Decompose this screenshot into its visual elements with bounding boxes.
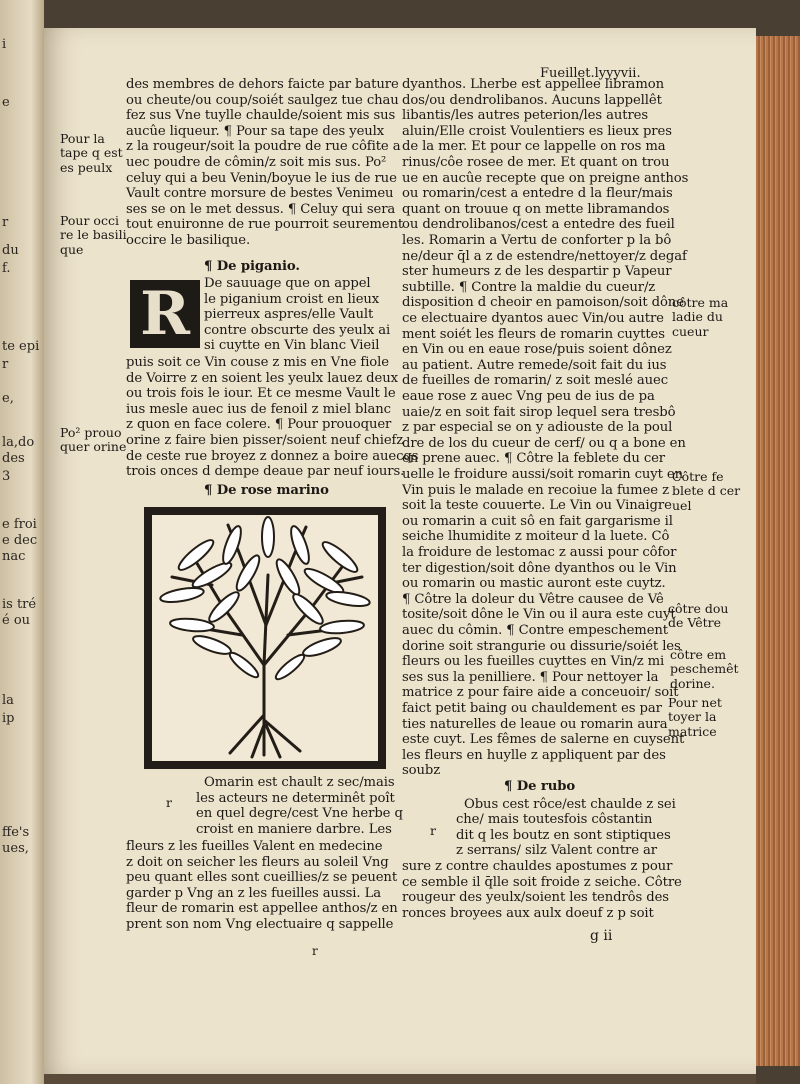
catchword: r xyxy=(312,944,318,958)
text-line: De sauuage que on appel xyxy=(204,276,371,291)
text-line: les acteurs ne determinêt poît xyxy=(196,790,395,806)
facing-page-fragment: e, xyxy=(2,391,14,406)
facing-page-fragment: des xyxy=(2,451,25,466)
facing-page-fragment: te epi xyxy=(2,339,40,354)
text-line: ses sus la penilliere. ¶ Pour nettoyer la xyxy=(402,669,659,685)
text-line: des membres de dehors faicte par bature xyxy=(126,77,399,92)
text-line: le piganium croist en lieux xyxy=(204,291,380,307)
text-line: z quon en face colere. ¶ Pour prouoquer xyxy=(126,417,392,433)
margin-note-coeur: côtre ma ladie du cueur xyxy=(672,295,729,339)
text-line: dos/ou dendrolibanos. Aucuns lappellêt xyxy=(402,92,662,108)
facing-page-fragment: nac xyxy=(2,549,26,564)
text-line: puis soit ce Vin couse z mis en Vne fiole xyxy=(126,355,389,370)
text-line: matrice z pour faire aide a conceuoir/ soit xyxy=(402,685,679,701)
margin-note-urine: Po² prouo quer orine xyxy=(60,425,127,455)
facing-page-fragment: f. xyxy=(2,261,11,276)
facing-page-fragment: 3 xyxy=(2,469,11,484)
text-line: ue en aucûe recepte que on preigne anthos xyxy=(402,170,689,186)
drop-cap-initial xyxy=(130,280,200,348)
text-line: rinus/côe rosee de mer. Et quant on trou xyxy=(402,155,670,170)
text-line: ment soiét les fleurs de romarin cuyttes xyxy=(402,326,665,342)
text-line: uec poudre de cômin/z soit mis sus. Po² xyxy=(126,155,387,170)
facing-page-fragment: la,do xyxy=(2,435,35,450)
text-line: prent son nom Vng electuaire q sappelle xyxy=(126,917,394,932)
text-line: seiche lhumidite z moiteur d la luete. Cô xyxy=(402,529,670,545)
text-line: Omarin est chault z sec/mais xyxy=(204,775,395,790)
text-line: peu quant elles sont cueillies/z se peuent xyxy=(126,870,398,886)
text-line: fleurs z les fueilles Valent en medecine xyxy=(126,839,383,854)
facing-page-fragment: i xyxy=(2,37,7,52)
text-line: de la mer. Et pour ce lappelle on ros ma xyxy=(402,139,666,155)
text-line: dyanthos. Lherbe est appellee libramon xyxy=(402,77,664,92)
text-line: de ceste rue broyez z donnez a boire auecqs xyxy=(126,448,419,464)
drop-cap-letter: R xyxy=(140,279,190,349)
text-line: orine z faire bien pisser/soient neuf chiefz xyxy=(126,433,404,448)
text-line: z doit on seicher les fleurs au soleil Vng xyxy=(126,854,389,870)
text-line: trois onces d dempe deaue par neuf iours. xyxy=(126,464,405,480)
facing-page-fragment: r xyxy=(2,357,9,372)
text-line: ou romarin a cuit sô en fait gargarisme il xyxy=(402,513,673,529)
text-line: contre obscurte des yeulx ai xyxy=(204,322,391,338)
facing-page-fragment: e dec xyxy=(2,533,38,548)
text-line: Obus cest rôce/est chaulde z sei xyxy=(464,796,676,812)
text-line: tosite/soit dône le Vin ou il aura este cuyt xyxy=(402,607,676,623)
text-line: ne/deur q̄l a z de estendre/nettoyer/z degaf xyxy=(402,248,687,264)
text-line: en Vin ou en eaue rose/puis soient dônez xyxy=(402,342,672,358)
facing-page-fragment: ffe's xyxy=(2,825,30,840)
text-line: ter digestion/soit dône dyanthos ou le Vin xyxy=(402,560,677,576)
text-line: uelle le froidure aussi/soit romarin cuyt en xyxy=(402,467,684,482)
text-line: ¶ Côtre la doleur du Vêtre causee de Vê xyxy=(402,591,664,607)
text-line: aluin/Elle croist Voulentiers es lieux pres xyxy=(402,123,672,139)
text-line: ou romarin ou mastic auront este cuytz. xyxy=(402,576,666,592)
text-line: ses se on le met dessus. ¶ Celuy qui sera xyxy=(126,201,396,217)
text-line: libantis/les autres peterion/les autres xyxy=(402,108,649,124)
margin-note-matrice: Pour net toyer la matrice xyxy=(668,695,722,739)
signature-mark: g ii xyxy=(590,928,613,944)
text-line: eaue rose z auec Vng peu de ius de pa xyxy=(402,389,655,404)
text-line: Vin puis le malade en recoiue la fumee z xyxy=(402,482,669,498)
text-line: si cuytte en Vin blanc Vieil xyxy=(204,338,380,354)
facing-page-fragment: r xyxy=(2,215,9,230)
text-line: fez sus Vne tuylle chaulde/soient mis sus xyxy=(126,108,396,124)
margin-note-ventre: côtre dou de Vêtre xyxy=(668,601,729,631)
text-line: la froidure de lestomac z aussi pour côfor xyxy=(402,545,677,560)
tree-icon xyxy=(152,515,378,761)
facing-page-fragment: e xyxy=(2,95,10,110)
text-line: ou dendrolibanos/cest a entedre des fueil xyxy=(402,217,675,233)
text-line: dit q les boutz en sont stiptiques xyxy=(456,827,671,843)
margin-note-urine2: côtre em peschemêt dorine. xyxy=(670,647,739,691)
text-line: ou cheute/ou coup/soiét saulgez tue chau xyxy=(126,92,399,108)
text-line: pierreux aspres/elle Vault xyxy=(204,307,374,323)
text-line: uaie/z en soit fait sirop lequel sera tresbô xyxy=(402,404,676,420)
text-line: ce semble il q̄lle soit froide z seiche. Côtre xyxy=(402,874,682,890)
text-line: en prene auec. ¶ Côtre la feblete du cer xyxy=(402,451,666,467)
text-line: disposition d cheoir en pamoison/soit dône xyxy=(402,295,684,311)
text-line: faict petit baing ou chauldement es par xyxy=(402,701,662,716)
text-line: che/ mais toutesfois côstantin xyxy=(456,812,653,828)
text-line: auec du cômin. ¶ Contre empeschement xyxy=(402,623,669,638)
text-line: Vault contre morsure de bestes Venimeu xyxy=(126,186,394,202)
facing-page-fragment: ip xyxy=(2,711,15,726)
facing-page-edge xyxy=(0,0,44,1084)
facing-page-fragment: du xyxy=(2,243,19,258)
facing-page-fragment: e froi xyxy=(2,517,37,532)
text-line: z serrans/ silz Valent contre ar xyxy=(456,843,657,859)
text-line: ou trois fois le iour. Et ce mesme Vault le xyxy=(126,386,396,402)
text-line: ou romarin/cest a entedre d la fleur/mais xyxy=(402,186,673,202)
text-line: de Voirre z en soient les yeulx lauez deux xyxy=(126,370,398,386)
folio-header: Fueillet.lyyyvii. xyxy=(540,66,641,81)
text-line: les. Romarin a Vertu de conforter p la bô xyxy=(402,233,672,248)
text-line: les fleurs en huylle z appliquent par des xyxy=(402,747,666,763)
text-line: soubz xyxy=(402,763,441,779)
text-line: z la rougeur/soit la poudre de rue côfite a xyxy=(126,139,401,155)
page-edges xyxy=(756,36,800,1066)
text-line: au patient. Autre remede/soit fait du ius xyxy=(402,357,667,373)
margin-note-r2: r xyxy=(430,823,436,838)
text-line: de fueilles de romarin/ z soit meslé auec xyxy=(402,373,669,389)
text-line: ronces broyees aux aulx doeuf z p soit xyxy=(402,905,654,921)
margin-note-basilic: Pour occi re le basili que xyxy=(60,213,127,257)
facing-page-fragment: é ou xyxy=(2,613,31,628)
section-heading-romarin: ¶ De rose marino xyxy=(204,483,329,498)
text-line: sure z contre chauldes apostumes z pour xyxy=(402,859,673,874)
text-line: ius mesle auec ius de fenoil z miel blanc xyxy=(126,401,391,417)
text-line: ster humeurs z de les despartir p Vapeur xyxy=(402,264,672,280)
text-line: dorine soit strangurie ou dissurie/soiét les xyxy=(402,638,681,654)
text-line: tout enuironne de rue pourroit seurement xyxy=(126,217,404,233)
margin-note-tape: Pour la tape q est es peulx xyxy=(60,131,123,175)
text-line: aucûe liqueur. ¶ Pour sa tape des yeulx xyxy=(126,123,385,139)
facing-page-fragment: ues, xyxy=(2,841,29,856)
facing-page-fragment: is tré xyxy=(2,597,37,612)
section-heading-piganio: ¶ De piganio. xyxy=(204,259,300,274)
text-line: soit la teste couuerte. Le Vin ou Vinaigre xyxy=(402,498,672,514)
text-line: ties naturelles de leaue ou romarin aura xyxy=(402,716,668,732)
text-line: este cuyt. Les fêmes de salerne en cuysent xyxy=(402,732,685,748)
text-line: fleur de romarin est appellee anthos/z en xyxy=(126,901,398,917)
text-line: garder p Vng an z les fueilles aussi. La xyxy=(126,885,382,901)
text-line: subtille. ¶ Contre la maldie du cueur/z xyxy=(402,279,656,295)
text-line: occire le basilique. xyxy=(126,233,251,248)
facing-page-fragment: la xyxy=(2,693,14,708)
section-heading-rubo: ¶ De rubo xyxy=(504,779,576,794)
text-line: fleurs ou les fueilles cuyttes en Vin/z mi xyxy=(402,654,665,670)
text-line: celuy qui a beu Venin/boyue le ius de rue xyxy=(126,170,397,186)
text-line: en quel degre/cest Vne herbe q xyxy=(196,806,403,822)
text-line: z par especial se on y adiouste de la poul xyxy=(402,420,673,436)
margin-note-r1: r xyxy=(166,795,172,810)
text-line: croist en maniere darbre. Les xyxy=(196,821,392,837)
woodcut-illustration-tree xyxy=(144,507,386,769)
text-line: quant on trouue q on mette libramandos xyxy=(402,201,670,217)
text-line: dre de los du cueur de cerf/ ou q a bone en xyxy=(402,435,686,451)
margin-note-cerveau: Côtre fe blete d cer uel xyxy=(672,469,741,513)
text-line: ce electuaire dyantos auec Vin/ou autre xyxy=(402,311,664,326)
text-line: rougeur des yeulx/soient les tendrôs des xyxy=(402,890,669,906)
